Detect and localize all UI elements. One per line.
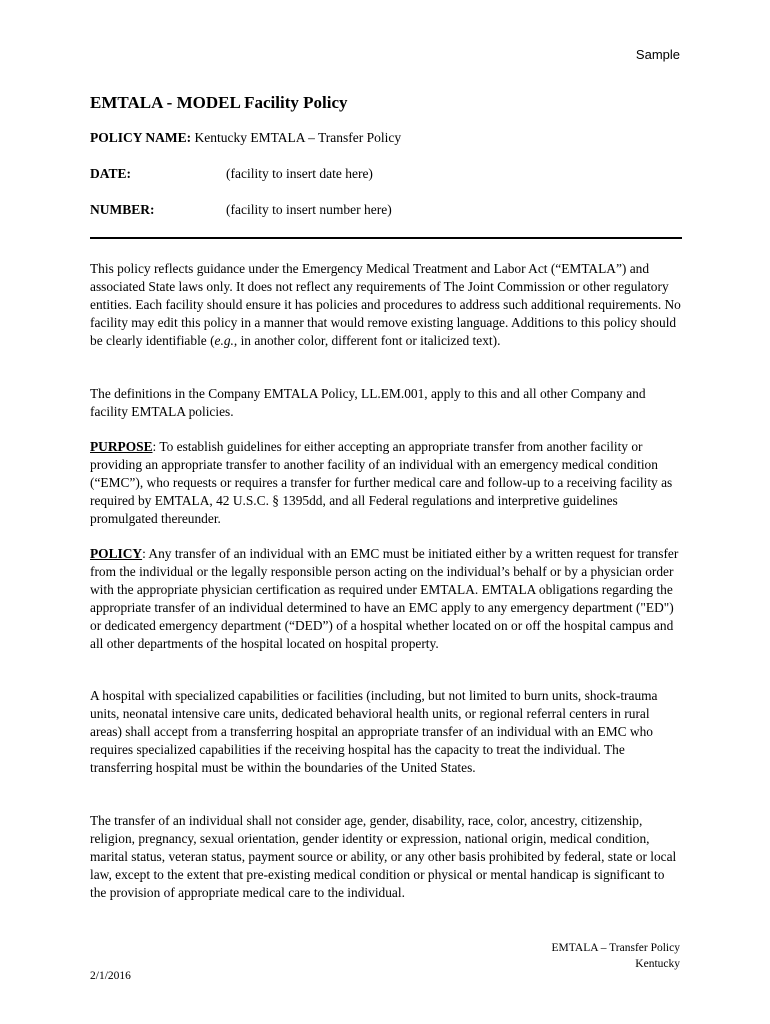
intro-eg: e.g. (214, 333, 234, 348)
specialized-paragraph (90, 687, 682, 777)
definitions-paragraph (90, 385, 682, 421)
purpose-label: PURPOSE (90, 439, 153, 454)
number-value: (facility to insert number here) (226, 202, 392, 217)
nondiscrimination-paragraph (90, 812, 682, 902)
number-row (90, 202, 392, 218)
purpose-text: : To establish guidelines for either accepting an appropriate transfer from another facility or providing an appropriate transfer to another facility of an individual with an emergency medical condition (“EMC”), who requests or requires a transfer for further medical care and follow-up to a receiving facility as required by EMTALA, 42 U.S.C. § 1395dd, and all Federal regulations and interpretive guidelines promulgated thereunder. (90, 439, 673, 526)
intro-text-a: This policy reflects guidance under the Emergency Medical Treatment and Labor Act (“EMTALA”) and associated State laws only. It does not reflect any requirements of The Joint Commission or other regulatory entities. Each facility should ensure it has policies and procedures to address such additional requirements. No facility may edit this policy in a manner that would remove existing language. Additions to this policy should be clearly identifiable ( (90, 261, 681, 348)
date-label: DATE: (90, 166, 132, 181)
document-title: EMTALA - MODEL Facility Policy (90, 93, 348, 112)
policy-name-label: POLICY NAME: (90, 130, 192, 145)
policy-label: POLICY (90, 546, 143, 561)
policy-text: : Any transfer of an individual with an EMC must be initiated either by a written request for transfer from the individual or the legally responsible person acting on the individual’s behalf or by a physician order with the appropriate physician certification as required under EMTALA. EMTALA obligations regarding the appropriate transfer of an individual determined to have an EMC apply to any emergency department ("ED") or dedicated emergency department (“DED”) of a hospital whether located on or off the hospital campus and all other departments of the hospital located on hospital property. (90, 546, 679, 651)
nondiscrimination-text: The transfer of an individual shall not consider age, gender, disability, race, color, ancestry, citizenship, religion, pregnancy, sexual orientation, gender identity or expression, national origin, medical condition, marital status, veteran status, payment source or ability, or any other basis prohibited by federal, state or local law, except to the extent that pre-existing medical condition or physical or mental handicap is significant to the provision of appropriate medical care to the individual. (90, 813, 677, 900)
footer-doc-name: EMTALA – Transfer Policy (551, 942, 680, 954)
footer-state: Kentucky (635, 958, 680, 970)
intro-text-b: , in another color, different font or italicized text). (233, 333, 501, 348)
date-value: (facility to insert date here) (226, 166, 373, 181)
specialized-text: A hospital with specialized capabilities or facilities (including, but not limited to burn units, shock-trauma units, neonatal intensive care units, dedicated behavioral health units, or regional referral centers in rural areas) shall accept from a transferring hospital an appropriate transfer of an individual with an EMC who requires specialized capabilities if the receiving hospital has the capacity to treat the individual. The transferring hospital must be within the boundaries of the United States. (90, 688, 658, 775)
header-divider (90, 237, 682, 239)
purpose-paragraph (90, 438, 682, 528)
policy-name-row (90, 130, 401, 146)
policy-paragraph (90, 545, 682, 653)
intro-paragraph (90, 260, 682, 350)
definitions-text: The definitions in the Company EMTALA Policy, LL.EM.001, apply to this and all other Company and facility EMTALA policies. (90, 386, 646, 419)
number-label: NUMBER: (90, 202, 155, 217)
footer-right (552, 940, 680, 972)
date-row (90, 166, 373, 182)
sample-watermark-label: Sample (635, 47, 680, 62)
policy-name-value: Kentucky EMTALA – Transfer Policy (194, 130, 402, 145)
footer-date: 2/1/2016 (90, 970, 131, 982)
